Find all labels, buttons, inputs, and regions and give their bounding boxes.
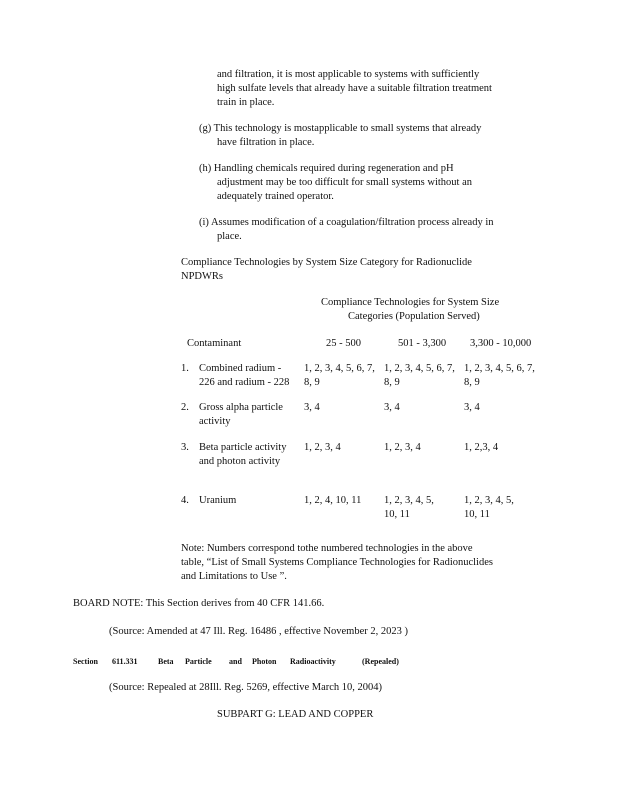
row-large: 1, 2, 3, 4, 5, 10, 11 xyxy=(464,495,514,520)
row-medium: 1, 2, 3, 4, 5, 10, 11 xyxy=(384,495,434,520)
row-number: 1. xyxy=(181,363,189,374)
section-status: (Repealed) xyxy=(362,657,399,666)
row-number: 2. xyxy=(181,402,189,413)
row-large: 1, 2,3, 4 xyxy=(464,442,499,453)
table-header-line1: Compliance Technologies for System Size xyxy=(321,297,500,308)
contaminant-label: Contaminant xyxy=(187,338,242,349)
section-title-word: Beta xyxy=(158,657,174,666)
note-h-line1: (h) Handling chemicals required during regeneration and pH xyxy=(199,163,454,174)
row-medium: 1, 2, 3, 4 xyxy=(384,442,421,453)
source-amended: (Source: Amended at 47 Ill. Reg. 16486 , effective November 2, 2023 ) xyxy=(109,626,408,637)
row-small: 1, 2, 4, 10, 11 xyxy=(304,495,362,506)
section-title-word: Photon xyxy=(252,657,277,666)
row-number: 4. xyxy=(181,495,189,506)
row-contaminant: Uranium xyxy=(199,495,237,506)
section-number: 611.331 xyxy=(112,657,138,666)
note-h-line3: adequately trained operator. xyxy=(217,191,334,202)
subpart-heading: SUBPART G: LEAD AND COPPER xyxy=(217,709,374,720)
note-h-line2: adjustment may be too difficult for small systems without an xyxy=(217,177,472,188)
row-large: 3, 4 xyxy=(464,402,480,413)
table-header-line2: Categories (Population Served) xyxy=(348,311,480,322)
note-g-line2: have filtration in place. xyxy=(217,137,315,148)
note-f-line3: train in place. xyxy=(217,97,275,108)
section-title-word: and xyxy=(229,657,242,666)
note-i-line2: place. xyxy=(217,231,242,242)
note-g-line1: (g) This technology is mostapplicable to small systems that already xyxy=(199,123,482,134)
row-contaminant: Gross alpha particle activity xyxy=(199,402,283,427)
source-repealed: (Source: Repealed at 28Ill. Reg. 5269, effective March 10, 2004) xyxy=(109,682,383,693)
note-f-line1: and filtration, it is most applicable to systems with sufficiently xyxy=(217,69,480,80)
row-number: 3. xyxy=(181,442,189,453)
section-title-word: Particle xyxy=(185,657,212,666)
col-header-25-500: 25 - 500 xyxy=(326,338,361,349)
row-medium: 3, 4 xyxy=(384,402,400,413)
table-note-line1: Note: Numbers correspond tothe numbered technologies in the above xyxy=(181,543,473,554)
row-small: 1, 2, 3, 4 xyxy=(304,442,341,453)
row-large: 1, 2, 3, 4, 5, 6, 7, 8, 9 xyxy=(464,363,535,388)
note-i-line1: (i) Assumes modification of a coagulation/filtration process already in xyxy=(199,217,494,228)
table-title-line1: Compliance Technologies by System Size Category for Radionuclide xyxy=(181,257,472,268)
col-header-501-3300: 501 - 3,300 xyxy=(398,338,447,349)
board-note: BOARD NOTE: This Section derives from 40 CFR 141.66. xyxy=(73,598,325,609)
section-title-word: Radioactivity xyxy=(290,657,336,666)
table-title-line2: NPDWRs xyxy=(181,271,224,282)
col-header-3300-10000: 3,300 - 10,000 xyxy=(470,338,532,349)
section-label: Section xyxy=(73,657,98,666)
row-medium: 1, 2, 3, 4, 5, 6, 7, 8, 9 xyxy=(384,363,455,388)
row-small: 3, 4 xyxy=(304,402,320,413)
row-small: 1, 2, 3, 4, 5, 6, 7, 8, 9 xyxy=(304,363,375,388)
note-f-line2: high sulfate levels that already have a suitable filtration treatment xyxy=(217,83,492,94)
row-contaminant: Combined radium - 226 and radium - 228 xyxy=(199,363,290,388)
table-note-line2: table, “List of Small Systems Compliance Technologies for Radionuclides xyxy=(181,557,493,568)
row-contaminant: Beta particle activity and photon activity xyxy=(199,442,287,467)
table-note-line3: and Limitations to Use ”. xyxy=(181,571,287,582)
